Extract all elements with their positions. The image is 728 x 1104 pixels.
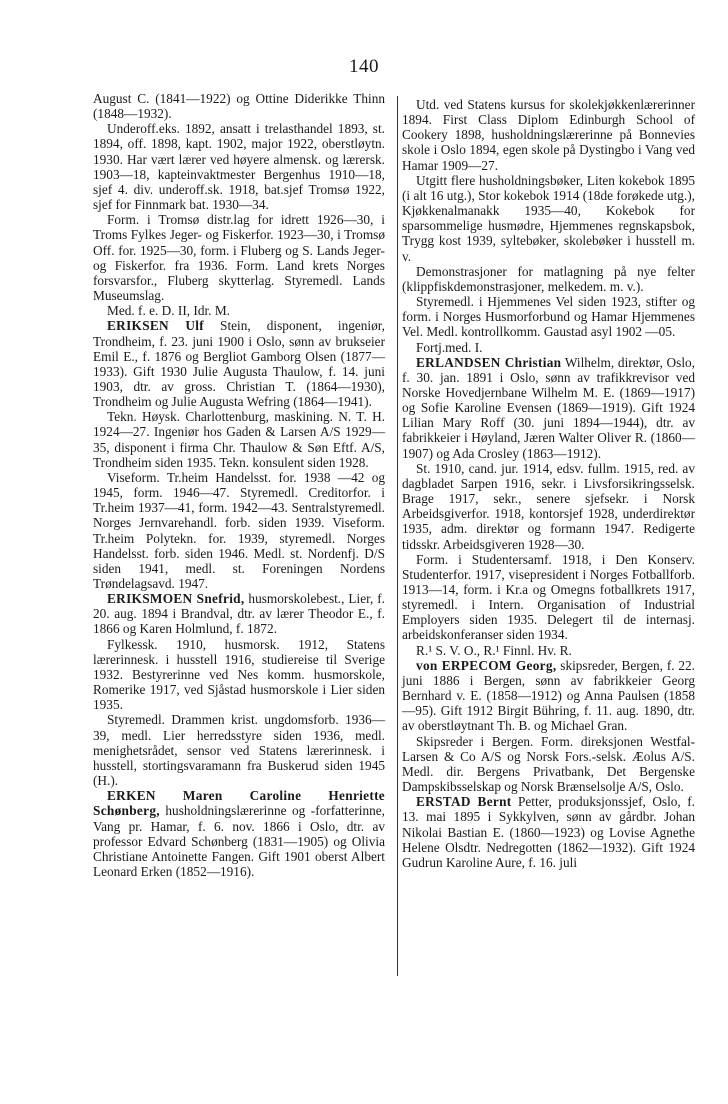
right-column — [402, 97, 695, 870]
paragraph — [402, 294, 695, 339]
entry-name: ERIKSEN Ulf — [107, 318, 204, 334]
entry-heading-paragraph — [93, 591, 385, 636]
paragraph-text: Utgitt flere husholdningsbøker, Liten kokebok 1895 (i alt 16 utg.), Stor kokebok 1914 (18de forøkede utg.), Kjøkkenalmanakk 1935—40, Kokebok for sparsommelige husmødre, Hjemmenes regnskapsbok, Trygg kost 1939, syltebøker, skolebøker i husstell m. v. — [402, 172, 695, 264]
paragraph-text: Utd. ved Statens kursus for skolekjøkkenlærerinner 1894. First Class Diplom Edinburgh School of Cookery 1898, husholdningslærerinne på Bonnevies skole i Oslo 1894, egen skole på Dystingbo i Vang ved Hamar 1909—27. — [402, 97, 695, 173]
paragraph-text: Form. i Studentersamf. 1918, i Den Konserv. Studenterfor. 1917, visepresident i Norges Fotballforb. 1913—14, form. i Kr.a og Omegns fotballkrets 1917, styremedl. i Intern. Organisation of Industrial Employers siden 1935. Delegert til de internasj. arbeidskonferanser siden 1934. — [402, 551, 695, 643]
paragraph-text: Stein, disponent, ingeniør, Trondheim, f. 23. juni 1900 i Oslo, sønn av brukseier Emil E., f. 1876 og Bergliot Gamborg Olsen (1877—1933). Gift 1930 Julie Augusta Thaulow, f. 14. juni 1903, dtr. av gross. Christian T. (1864—1930), Trondheim og Julie Augusta Wefring (1864—1941). — [93, 318, 385, 410]
paragraph-text: Fortj.med. I. — [416, 339, 483, 355]
paragraph-text: Med. f. e. D. II, Idr. M. — [107, 303, 230, 319]
paragraph — [93, 121, 385, 212]
paragraph-text: Styremedl. i Hjemmenes Vel siden 1923, stifter og form. i Norges Husmorforbund og Hamar Hjemmenes Vel. Medl. kontrollkomm. Gaustad asyl 1902 —05. — [402, 294, 695, 340]
paragraph — [93, 409, 385, 470]
paragraph-text: Underoff.eks. 1892, ansatt i trelasthandel 1893, st. 1894, off. 1898, kapt. 1902, major 1922, oberstløytn. 1930. Har vært lærer ved høyere almensk. og lærersk. 1903—18, kapteinvaktmester Bergenhus 1910—18, sjef 4. div. underoff.sk. 1918, bat.sjef Tromsø 1922, sjef for Finnmark bat. 1930—34. — [93, 121, 385, 213]
paragraph-text: Skipsreder i Bergen. Form. direksjonen Westfal-Larsen & Co A/S og Norsk Fors.-selsk. Æolus A/S. Medl. dir. Bergens Privatbank, Det Bergenske Dampskibsselskap og Norsk Brænselsolje A/S, Oslo. — [402, 733, 695, 795]
entry-heading-paragraph — [93, 788, 385, 879]
paragraph — [402, 734, 695, 795]
paragraph — [402, 97, 695, 173]
entry-heading-paragraph — [402, 658, 695, 734]
left-column — [93, 91, 385, 879]
paragraph — [93, 712, 385, 788]
entry-name: ERKEN Maren Caroline Henriette Schønberg, — [93, 788, 385, 819]
paragraph-text: husmorskolebest., Lier, f. 20. aug. 1894 i Brandval, dtr. av lærer Theodor E., f. 1866 og Karen Holmlund, f. 1872. — [93, 591, 385, 637]
paragraph — [93, 470, 385, 591]
entry-heading-paragraph — [402, 794, 695, 870]
paragraph-text: husholdningslærerinne og -forfatterinne, Vang pr. Hamar, f. 6. nov. 1866 i Oslo, dtr. av professor Edvard Schønberg (1831—1905) og Olivia Christiane Antoinette Fangen. Gift 1901 oberst Albert Leonard Erken (1852—1916). — [93, 803, 385, 879]
paragraph-text: Styremedl. Drammen krist. ungdomsforb. 1936—39, medl. Lier herredsstyre siden 1936, medl. menighetsrådet, sensor ved Statens lærerinnesk. i husstell, stortingsvaramann fra Buskerud siden 1945 (H.). — [93, 712, 385, 789]
paragraph — [402, 340, 695, 355]
paragraph — [402, 643, 695, 658]
paragraph-text: Demonstrasjoner for matlagning på nye felter (klippfiskdemonstrasjoner, melkedem. m. v.). — [402, 263, 695, 294]
entry-name: von ERPECOM Georg, — [416, 657, 557, 673]
page-number: 140 — [349, 56, 379, 77]
paragraph — [93, 91, 385, 121]
paragraph — [93, 212, 385, 303]
paragraph — [402, 264, 695, 294]
paragraph — [402, 173, 695, 264]
paragraph-text: Viseform. Tr.heim Handelsst. for. 1938 —42 og 1945, form. 1946—47. Styremedl. Creditorfor. i Tr.heim 1937—41, form. 1942—43. Sentralstyremedl. Norges Jernvarehandl. forb. siden 1939. Viseform. Tr.heim Polytekn. for. 1939, styremedl. Norges Handelsst. forb. siden 1946. Medl. st. Nordenfj. D/S siden 1941, medl. st. Foreningen Nordens Trøndelagsavd. 1947. — [93, 469, 385, 591]
paragraph — [402, 552, 695, 643]
paragraph-text: skipsreder, Bergen, f. 22. juni 1886 i Bergen, sønn av fabrikkeier Georg Bernhard v. E. (1858—1912) og Anna Paulsen (1858—95). Gift 1912 Birgit Bühring, f. 11. aug. 1890, dtr. av oberstløytnant Th. B. og Michael Gran. — [402, 657, 696, 734]
paragraph — [402, 461, 695, 552]
paragraph — [93, 303, 385, 318]
paragraph-text: Fylkessk. 1910, husmorsk. 1912, Statens lærerinnesk. i husstell 1916, studiereise til Sverige 1932. Bestyrerinne ved Nes komm. husmorskole, Romerike 1917, ved Sjåstad husmorskole i Lier siden 1935. — [93, 636, 385, 713]
entry-heading-paragraph — [93, 318, 385, 409]
paragraph-text: Tekn. Høysk. Charlottenburg, maskining. N. T. H. 1924—27. Ingeniør hos Gaden & Larsen A/S 1929—35, disponent i firma Chr. Thaulow & Søn Eftf. A/S, Trondheim siden 1935. Tekn. konsulent siden 1928. — [93, 409, 385, 470]
paragraph — [93, 637, 385, 713]
entry-heading-paragraph — [402, 355, 695, 461]
entry-name: ERIKSMOEN Snefrid, — [107, 591, 245, 607]
paragraph-text: Form. i Tromsø distr.lag for idrett 1926—30, i Troms Fylkes Jeger- og Fiskerfor. 1923—30, i Tromsø Off. for. 1925—30, form. i Fluberg og S. Lands Jeger- og Fiskerfor. fra 1936. Form. Land krets Norges forsvarsfor., Fluberg skytterlag. Styremedl. Lands Museumslag. — [93, 212, 385, 304]
paragraph-text: Wilhelm, direktør, Oslo, f. 30. jan. 1891 i Oslo, sønn av trafikkrevisor ved Norske Hovedjernbane Wilhelm M. E. (1869—1917) og Sofie Karoline Evensen (1869—1919). Gift 1924 Lilian Mary Roff (30. juni 1894—1944), dtr. av fabrikkeier i Høyland, Jæren Walter Oliver R. (1860—1907) og Ada Crosley (1863—1912). — [402, 354, 695, 461]
paragraph-text: Petter, produksjonssjef, Oslo, f. 13. mai 1895 i Sykkylven, sønn av gårdbr. Johan Nikolai Bastian E. (1860—1923) og Lovise Agnethe Helene Olsdtr. Nedregotten (1862—1932). Gift 1924 Gudrun Karoline Aure, f. 16. juli — [402, 794, 695, 870]
entry-name: ERLANDSEN Christian — [416, 354, 562, 370]
paragraph-text: St. 1910, cand. jur. 1914, edsv. fullm. 1915, red. av dagbladet Sarpen 1916, sekr. i Livsforsikringsselsk. Brage 1917, sekr., senere sjefsekr. i Norsk Arbeidsgiverfor. 1918, kontorsjef 1928, underdirektør 1935, adm. direktør og formann 1947. Redigerte tidsskr. Arbeidsgiveren 1928—30. — [402, 460, 695, 552]
entry-name: ERSTAD Bernt — [416, 794, 512, 810]
column-divider — [397, 96, 398, 976]
paragraph-text: R.¹ S. V. O., R.¹ Finnl. Hv. R. — [416, 642, 572, 658]
paragraph-text: August C. (1841—1922) og Ottine Diderikke Thinn (1848—1932). — [93, 91, 385, 122]
